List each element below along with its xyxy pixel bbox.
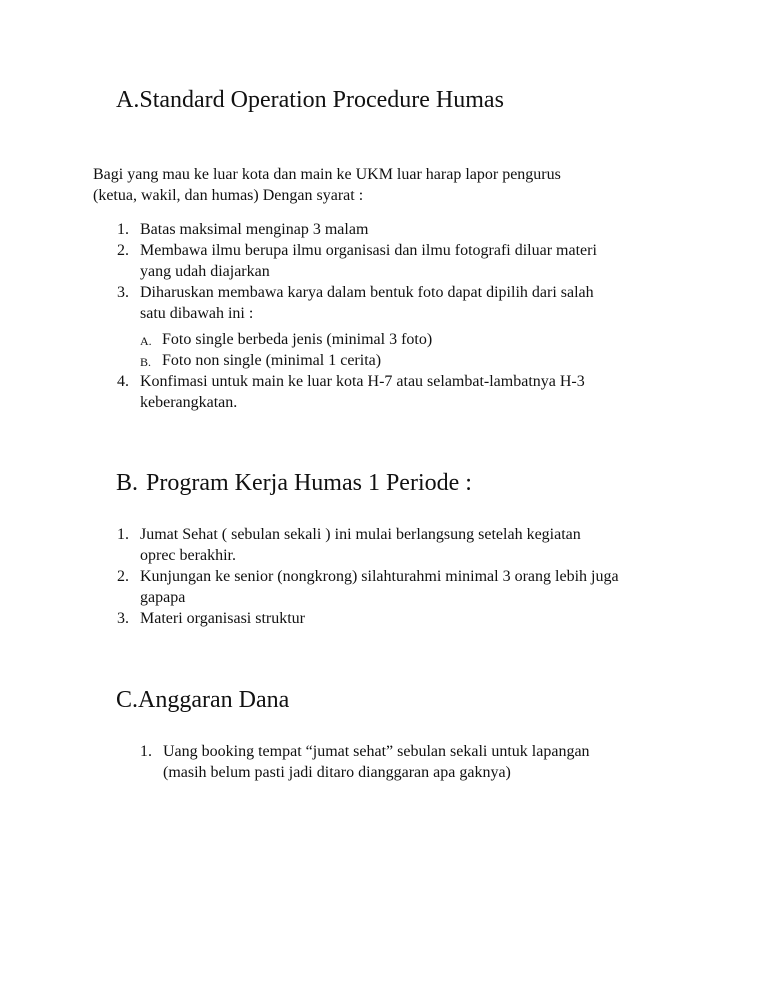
list-marker: 2. (117, 242, 129, 259)
list-marker: 1. (117, 526, 129, 543)
section-a-sublist-item-a (140, 329, 700, 350)
list-item-text-line-1: Membawa ilmu berupa ilmu organisasi dan ilmu fotografi diluar materi (140, 242, 597, 259)
list-item-text-line-1: Diharuskan membawa karya dalam bentuk foto dapat dipilih dari salah (140, 284, 594, 301)
sublist-marker: A. (140, 334, 152, 348)
list-item-text: Materi organisasi struktur (140, 610, 306, 627)
section-a-list-item-2 (117, 240, 737, 282)
list-item-text-line-2: gapapa (140, 589, 186, 606)
list-marker: 1. (117, 221, 129, 238)
section-a-intro-line-1: Bagi yang mau ke luar kota dan main ke UKM luar harap lapor pengurus (93, 166, 561, 183)
list-item-text-line-2: keberangkatan. (140, 394, 238, 411)
section-b-list-item-2 (117, 566, 757, 608)
section-b-heading (116, 469, 472, 497)
list-item-text-line-1: Konfimasi untuk main ke luar kota H-7 atau selambat-lambatnya H-3 (140, 373, 585, 390)
section-c-list-item-1 (140, 741, 740, 783)
section-b-title: Program Kerja Humas 1 Periode : (146, 470, 472, 496)
section-a-title: Standard Operation Procedure Humas (139, 87, 504, 113)
list-item-text-line-1: Uang booking tempat “jumat sehat” sebulan sekali untuk lapangan (163, 743, 590, 760)
list-item-text-line-2: (masih belum pasti jadi ditaro dianggaran apa gaknya) (163, 764, 511, 781)
list-item-text-line-1: Kunjungan ke senior (nongkrong) silahturahmi minimal 3 orang lebih juga (140, 568, 619, 585)
section-a-heading (116, 86, 504, 114)
sublist-item-text: Foto non single (minimal 1 cerita) (162, 352, 382, 369)
list-item-text: Batas maksimal menginap 3 malam (140, 221, 369, 238)
section-a-list-item-4 (117, 371, 737, 413)
section-a-list-item-1 (117, 219, 737, 240)
section-b-marker: B. (116, 470, 139, 496)
section-c-heading (116, 686, 289, 714)
list-marker: 3. (117, 610, 129, 627)
list-marker: 3. (117, 284, 129, 301)
section-c-title: Anggaran Dana (138, 687, 290, 713)
sublist-marker: B. (140, 355, 152, 369)
section-a-marker: A. (116, 87, 140, 113)
list-item-text-line-2: oprec berakhir. (140, 547, 236, 564)
sublist-item-text: Foto single berbeda jenis (minimal 3 foto) (162, 331, 433, 348)
section-c-marker: C. (116, 687, 139, 713)
list-marker: 1. (140, 743, 152, 760)
section-a-sublist-item-b (140, 350, 700, 371)
section-a-intro (93, 164, 561, 206)
list-marker: 2. (117, 568, 129, 585)
list-item-text-line-2: yang udah diajarkan (140, 263, 270, 280)
list-item-text-line-1: Jumat Sehat ( sebulan sekali ) ini mulai berlangsung setelah kegiatan (140, 526, 581, 543)
section-b-list-item-1 (117, 524, 737, 566)
section-a-intro-line-2: (ketua, wakil, dan humas) Dengan syarat : (93, 187, 364, 204)
section-b-list-item-3 (117, 608, 737, 629)
section-a-list-item-3 (117, 282, 737, 324)
list-marker: 4. (117, 373, 129, 390)
list-item-text-line-2: satu dibawah ini : (140, 305, 254, 322)
